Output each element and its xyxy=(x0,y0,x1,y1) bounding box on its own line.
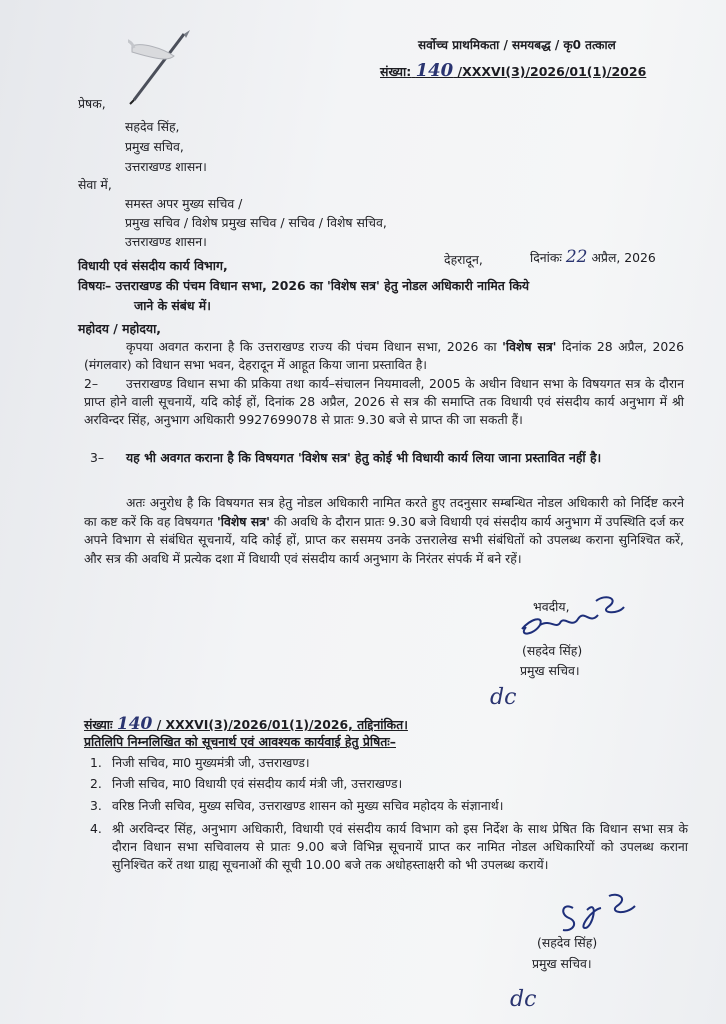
signature-handwritten xyxy=(500,585,640,647)
date-line xyxy=(530,245,656,270)
copy-item-text: निजी सचिव, मा0 विधायी एवं संसदीय कार्य मंत्री जी, उत्तराखण्ड। xyxy=(112,776,403,791)
salutation: महोदय / महोदया, xyxy=(78,321,161,336)
paragraph-1-part-a: कृपया अवगत कराना है कि उत्तराखण्ड राज्य की पंचम विधान सभा, 2026 का xyxy=(126,339,497,354)
letter-number xyxy=(380,58,646,84)
closing-name: (सहदेव सिंह) xyxy=(522,643,583,658)
recipient-line1: समस्त अपर मुख्य सचिव / xyxy=(125,196,243,211)
date-suffix: अप्रैल, 2026 xyxy=(591,250,656,265)
copy-closing-designation: प्रमुख सचिव। xyxy=(532,956,592,971)
copy-item-text: श्री अरविन्दर सिंह, अनुभाग अधिकारी, विधायी एवं संसदीय कार्य विभाग को इस निर्देश के साथ प्रेषित कि विधान सभा सत्र के दौरान विधान सभा सचिवालय से प्रातः 9.00 बजे विभिन्न सूचनायें प्राप्त कर नामित नोडल अधिकारियों को उपलब्ध कराना सुनिश्चित करें तथा ग्राह्य सूचनाओं की सूची 10.00 बजे तक अधोहस्ताक्षरी को भी उपलब्ध करायें। xyxy=(112,821,688,872)
copy-heading: प्रतिलिपि निम्नलिखित को सूचनार्थ एवं आवश्यक कार्यवाई हेतु प्रेषितः– xyxy=(84,734,396,749)
copy-item-number: 3. xyxy=(90,798,102,813)
copy-item-text: निजी सचिव, मा0 मुख्यमंत्री जी, उत्तराखण्ड। xyxy=(112,755,310,770)
paragraph-4-part-a: अतः अनुरोध है कि विषयगत सत्र हेतु नोडल अधिकारी नामित करते हुए तदनुसार सम्बन्धित नोडल अधिकारी को निर्दिष्ट करने का कष्ट करें कि वह विषयगत xyxy=(84,495,684,529)
date-label: दिनांकः xyxy=(530,250,562,265)
date-handwritten: 22 xyxy=(565,247,588,267)
closing-designation: प्रमुख सचिव। xyxy=(520,663,580,678)
letter-number-prefix: संख्या: xyxy=(380,64,412,79)
copy-item-number: 1. xyxy=(90,755,102,770)
paragraph-1-part-c: दिनांक 28 अप्रैल, 2026 (मंगलवार) को विधान सभा भवन, देहरादून में आहूत किया जाना प्रस्तावित है। xyxy=(84,339,684,372)
sender-designation: प्रमुख सचिव, xyxy=(125,139,184,154)
recipient-line3: उत्तराखण्ड शासन। xyxy=(125,234,207,249)
sender-govt: उत्तराखण्ड शासन। xyxy=(125,159,207,174)
fountain-pen-icon xyxy=(128,28,198,106)
department-name: विधायी एवं संसदीय कार्य विभाग, xyxy=(78,258,228,273)
paragraph-4 xyxy=(84,494,684,568)
copy-number-handwritten: 140 xyxy=(116,714,153,734)
copy-number-prefix: संख्याः xyxy=(84,717,113,732)
paragraph-2-number: 2– xyxy=(84,376,99,391)
paragraph-1 xyxy=(84,338,684,374)
signature-handwritten xyxy=(555,888,665,940)
closing-initials: dc xyxy=(490,685,517,710)
copy-closing-initials: dc xyxy=(510,987,537,1012)
copy-item-text: वरिष्ठ निजी सचिव, मुख्य सचिव, उत्तराखण्ड शासन को मुख्य सचिव महोदय के संज्ञानार्थ। xyxy=(112,798,504,813)
letter-number-handwritten: 140 xyxy=(415,60,454,81)
subject-line1: विषयः– उत्तराखण्ड की पंचम विधान सभा, 2026 का 'विशेष सत्र' हेतु नोडल अधिकारी नामित किये xyxy=(78,278,530,293)
copy-item-number: 2. xyxy=(90,776,102,791)
copy-item-number: 4. xyxy=(90,821,102,836)
special-session-term: 'विशेष सत्र' xyxy=(502,339,557,354)
copy-closing-name: (सहदेव सिंह) xyxy=(537,935,598,950)
sender-name: सहदेव सिंह, xyxy=(125,119,180,134)
copy-number-suffix: / XXXVI(3)/2026/01(1)/2026, तद्दिनांकित। xyxy=(156,717,408,732)
place-label: देहरादून, xyxy=(444,252,483,267)
subject-line2: जाने के संबंध में। xyxy=(134,298,211,313)
special-session-term: 'विशेष सत्र' xyxy=(216,513,270,529)
closing-bhavdiya: भवदीय, xyxy=(533,599,570,614)
letter-number-suffix: /XXXVI(3)/2026/01(1)/2026 xyxy=(457,64,647,79)
sender-label: प्रेषक, xyxy=(78,96,106,111)
recipient-line2: प्रमुख सचिव / विशेष प्रमुख सचिव / सचिव / विशेष सचिव, xyxy=(125,215,387,230)
priority-label: सर्वोच्च प्राथमिकता / समयबद्ध / कृ0 तत्काल xyxy=(418,38,616,52)
paragraph-4-part-c: की अवधि के दौरान प्रातः 9.30 बजे विधायी एवं संसदीय कार्य अनुभाग में उपस्थिति दर्ज कर अपने विभाग से संबंधित सूचनायें, यदि कोई हों, प्राप्त कर ससमय उनके उत्तरालेख सभी संबंधितों को उपलब्ध कराना सुनिश्चित करें, और सत्र की अवधि में प्रत्येक दशा में विधायी एवं संसदीय कार्य अनुभाग के निरंतर संपर्क में बने रहें। xyxy=(84,513,684,566)
paragraph-3: यह भी अवगत कराना है कि विषयगत 'विशेष सत्र' हेतु कोई भी विधायी कार्य लिया जाना प्रस्तावित नहीं है। xyxy=(126,450,602,465)
recipient-label: सेवा में, xyxy=(78,177,112,192)
paragraph-3-number: 3– xyxy=(90,450,105,465)
paragraph-2: उत्तराखण्ड विधान सभा की प्रकिया तथा कार्य–संचालन नियमावली, 2005 के अधीन विधान सभा के विषयगत सत्र के दौरान प्राप्त होने वाली सूचनायें, यदि कोई हों, दिनांक 28 अप्रैल, 2026 से सत्र की समाप्ति तक विधायी एवं संसदीय कार्य अनुभाग में श्री अरविन्दर सिंह, अनुभाग अधिकारी 9927699078 से प्रातः 9.30 बजे से प्राप्त की जा सकती हैं। xyxy=(84,376,684,427)
